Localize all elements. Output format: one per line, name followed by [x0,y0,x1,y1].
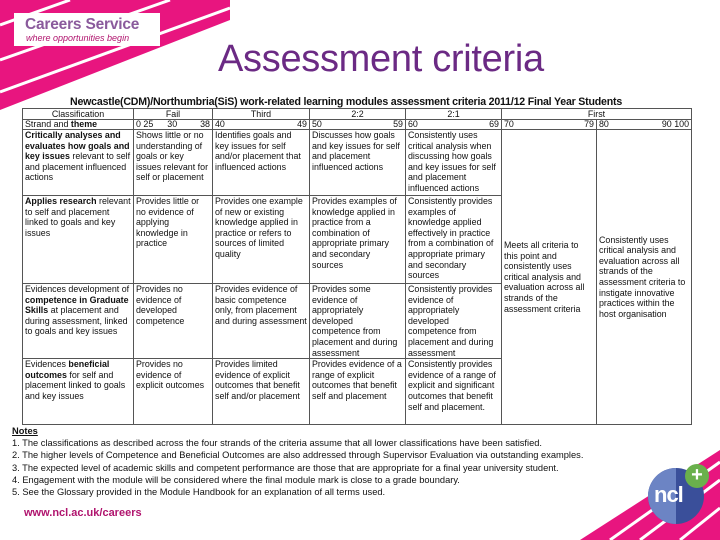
notes [12,425,583,498]
criteria-cell-t22: Provides evidence of a range of explicit outcomes that benefit self and placement [310,359,406,425]
careers-url-link[interactable]: www.ncl.ac.uk/careers [24,507,142,519]
ncl-logo-text: ncl [654,482,683,507]
criteria-cell-third: Provides evidence of basic competence only, from placement and during assessment [213,284,310,359]
score: 90 100 [661,119,690,129]
criteria-cell-t21: Consistently provides examples of knowledge applied effectively in practice from a combination of appropriate primary and secondary sources [406,196,502,284]
score: 60 [408,119,418,129]
strand-cell [23,359,134,425]
strand-label [23,120,134,130]
score: 59 [393,119,403,129]
criteria-cell-fail: Provides no evidence of explicit outcomes [134,359,213,425]
note-item: 3. The expected level of academic skills and competent performance are those that are appropriate for a final year university student. [12,462,559,473]
header-third: Third [213,109,310,120]
criteria-cell-t22: Provides some evidence of appropriately developed competence from placement and during assessment [310,284,406,359]
criteria-cell-first-80: Consistently uses critical analysis and evaluation across all strands of the assessment criteria to instigate innovative practices within the host organisation [597,130,692,425]
slide-title: Assessment criteria [218,38,544,80]
score-first-80 [597,120,692,130]
brand-tagline: where opportunities begin [26,33,130,43]
note-item: 2. The higher levels of Competence and Beneficial Outcomes are also addressed through Supervisor Evaluation via outstanding examples. [12,450,584,461]
note-item: 4. Engagement with the module will be considered where the final module mark is close to a grade boundary. [12,474,460,485]
strand-text: relevant to self and placement linked to goals and key issues [25,196,131,238]
header-row [23,109,692,120]
score: 79 [584,119,594,129]
careers-service-logo [14,13,160,46]
criteria-cell-first-70: Meets all criteria to this point and consistently uses critical analysis and evaluation across all strands of the assessment criteria [502,130,597,425]
note-item: 1. The classifications as described across the four strands of the criteria assume that all lower classifications have been satisfied. [12,438,543,449]
strand-text: at placement and during assessment, linked to goals and key issues [25,305,128,337]
score-fail [134,120,213,130]
score-third [213,120,310,130]
strand-text: Applies research [25,196,97,206]
notes-heading: Notes [12,426,38,436]
strand-cell [23,130,134,196]
header-classification: Classification [23,109,134,120]
plus-icon: + [685,464,709,488]
table-title: Newcastle(CDM)/Northumbria(SiS) work-related learning modules assessment criteria 2011/12 Final Year Students [70,96,623,108]
header-first: First [502,109,692,120]
strand-text: Critically analyses and evaluates how goals and key issues [25,130,130,162]
criteria-cell-t21: Consistently provides evidence of a range of explicit and significant outcomes that benefit self and placement. [406,359,502,425]
strand-label-text: Strand and [25,119,71,129]
strand-cell [23,196,134,284]
header-2-2: 2:2 [310,109,406,120]
criteria-cell-third: Identifies goals and key issues for self and/or placement that influenced actions [213,130,310,196]
score: 0 25 [136,119,154,129]
score-first-70 [502,120,597,130]
strand-text: for self and placement linked to goals and key issues [25,369,126,401]
criteria-cell-t21: Consistently provides evidence of appropriately developed competence from placement and during assessment [406,284,502,359]
score: 80 [599,119,609,129]
score-2-2 [310,120,406,130]
score: 70 [504,119,514,129]
assessment-criteria-table [22,108,692,425]
header-fail: Fail [134,109,213,120]
criteria-cell-t22: Provides examples of knowledge applied in practice from a combination of appropriate primary and secondary sources [310,196,406,284]
criteria-cell-t21: Consistently uses critical analysis when discussing how goals and key issues for self and placement influenced actions [406,130,502,196]
strand-text: competence in Graduate Skills [25,294,129,316]
score-row [23,120,692,130]
theme-label: theme [70,119,98,129]
score: 38 [200,119,210,129]
strand-text: beneficial outcomes [25,359,110,380]
score: 49 [297,119,307,129]
score: 40 [215,119,225,129]
strand-text: relevant to self and placement influenced actions [25,151,131,183]
score: 69 [489,119,499,129]
criteria-cell-fail: Provides no evidence of developed competence [134,284,213,359]
strand-text: Evidences [25,359,69,370]
header-2-1: 2:1 [406,109,502,120]
note-item: 5. See the Glossary provided in the Module Handbook for an explanation of all terms used. [12,487,386,498]
criteria-cell-fail: Provides little or no evidence of applying knowledge in practice [134,196,213,284]
strand-text: Evidences development of [25,284,130,294]
criteria-cell-fail: Shows little or no understanding of goals or key issues relevant for self or placement [134,130,213,196]
criteria-cell-third: Provides one example of new or existing knowledge applied in practice or refers to sources of limited quality [213,196,310,284]
brand-name: Careers Service [25,16,140,33]
score-2-1 [406,120,502,130]
score: 30 [167,119,178,129]
criteria-row [23,130,692,196]
criteria-cell-third: Provides limited evidence of explicit outcomes that benefit self and/or placement [213,359,310,425]
criteria-cell-t22: Discusses how goals and key issues for self and placement influenced actions [310,130,406,196]
score: 50 [312,119,322,129]
strand-cell [23,284,134,359]
